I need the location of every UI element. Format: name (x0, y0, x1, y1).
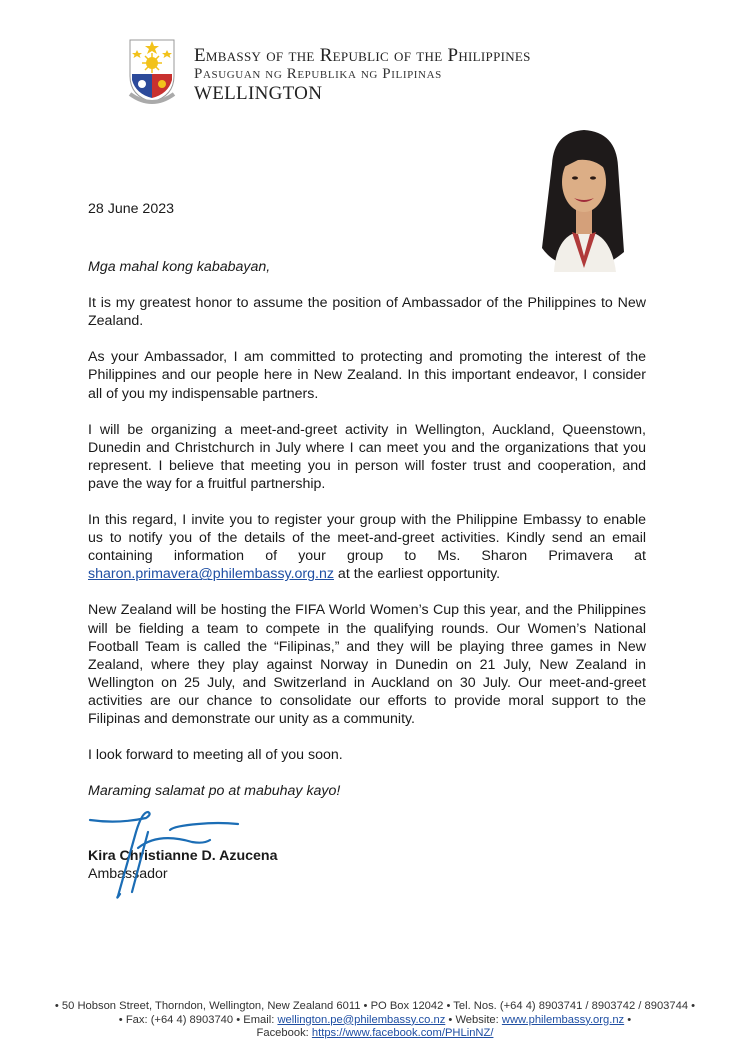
footer-address: • 50 Hobson Street, Thorndon, Wellington, New Zealand 6011 • PO Box 12042 • Tel. Nos. (+64 4) 8903741 / 8903742 / 8903744 • (54, 1000, 696, 1012)
footer-website-label: • Website: (445, 1013, 502, 1026)
paragraph-3: I will be organizing a meet-and-greet activity in Wellington, Auckland, Queenstown, Dunedin and Christchurch in July where I can meet you and the organizations that you represent. I believe that meeting you in person will foster trust and cooperation, and pave the way for a fruitful partnership. (88, 421, 646, 492)
footer-facebook-link[interactable]: https://www.facebook.com/PHLinNZ/ (311, 1027, 494, 1040)
philippine-seal-icon (124, 36, 180, 106)
footer-facebook-label: Facebook: (256, 1027, 312, 1040)
letter-date: 28 June 2023 (88, 201, 174, 217)
letterhead (124, 36, 531, 106)
footer-fax-email-website (0, 1014, 750, 1028)
paragraph-5: New Zealand will be hosting the FIFA World Women’s Cup this year, and the Philippines will be fielding a team to compete in the qualifying rounds. Our Women’s National Football Team is called the “Filipinas,” and they will be playing three games in New Zealand, where they play against Norway in Dunedin on 21 July, New Zealand in Wellington on 25 July, and Switzerland in Auckland on 30 July. Our meet-and-greet activities are our chance to consolidate our efforts to provide moral support to the Filipinas and demonstrate our unity as a community. (88, 602, 646, 727)
signatory-title: Ambassador (88, 866, 168, 882)
footer-website-link[interactable]: www.philembassy.org.nz (501, 1013, 625, 1026)
paragraph-4-text: In this regard, I invite you to register your group with the Philippine Embassy to enable us to notify you of the details of the meet-and-greet activities. Kindly send an email containing information of your group to Ms. Sharon Primavera at (88, 512, 646, 565)
closing-line: Maraming salamat po at mabuhay kayo! (88, 783, 341, 800)
salutation: Mga mahal kong kababayan, (88, 259, 271, 276)
footer-fax: • Fax: (+64 4) 8903740 • Email: (118, 1013, 278, 1026)
footer-email-link[interactable]: wellington.pe@philembassy.co.nz (277, 1013, 446, 1026)
letter-body (88, 200, 646, 818)
paragraph-2: As your Ambassador, I am committed to protecting and promoting the interest of the Philippines and our people here in New Zealand. In this important endeavor, I consider all of you my indispensable partners. (88, 349, 646, 402)
paragraph-4-suffix: at the earliest opportunity. (333, 566, 501, 583)
signatory-name: Kira Christianne D. Azucena (88, 848, 278, 864)
paragraph-4 (88, 511, 646, 583)
paragraph-6: I look forward to meeting all of you soon. (88, 747, 343, 764)
paragraph-1: It is my greatest honor to assume the position of Ambassador of the Philippines to New Zealand. (88, 295, 646, 330)
footer-facebook (0, 1027, 750, 1041)
contact-email-link[interactable]: sharon.primavera@philembassy.org.nz (88, 566, 334, 583)
embassy-name-filipino: Pasuguan ng Republika ng Pilipinas (194, 66, 442, 82)
footer-bullet: • (624, 1013, 632, 1026)
embassy-city: WELLINGTON (194, 83, 323, 104)
footer (0, 1000, 750, 1041)
handwritten-signature-icon (88, 808, 288, 908)
signature-block (88, 808, 348, 908)
embassy-name-english: Embassy of the Republic of the Philippines (194, 45, 531, 66)
